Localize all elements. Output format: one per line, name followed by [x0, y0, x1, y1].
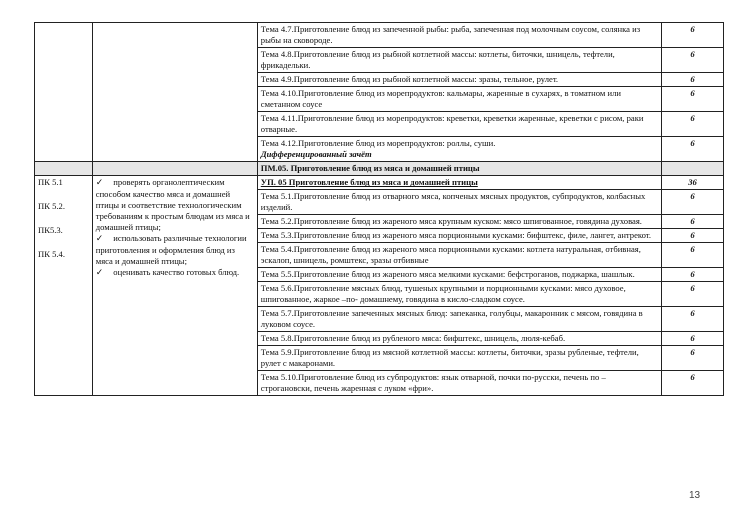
- section-row: [35, 162, 724, 176]
- topic-cell: Тема 5.3.Приготовление блюд из жареного мяса порционными кусками: бифштекс, филе, лангет, антрекот.: [257, 229, 661, 243]
- pk-cell-empty: [35, 23, 93, 162]
- checkmark-icon: ✓: [95, 234, 104, 244]
- checkmark-icon: ✓: [95, 178, 104, 188]
- topic-cell: Тема 5.1.Приготовление блюд из отварного мяса, копченых мясных продуктов, субпродуктов, колбасных изделий.: [257, 190, 661, 215]
- skill-text: использовать различные технологии приготовления и оформления блюд из мяса и домашней птицы;: [95, 233, 247, 266]
- page-number: 13: [689, 490, 701, 501]
- topic-cell: Тема 4.7.Приготовление блюд из запеченной рыбы: рыба, запеченная под молочным соусом, солянка из рыбы на сковороде.: [257, 23, 661, 48]
- section-spacer: [92, 162, 257, 176]
- hours-cell: 6: [662, 48, 724, 73]
- topic-cell: Тема 5.4.Приготовление блюд из жареного мяса порционными кусками: котлета натуральная, отбивная, эскалоп, шницель, ромштекс, зразы отбивные: [257, 243, 661, 268]
- hours-cell: 6: [662, 112, 724, 137]
- skill-text: проверять органолептическим способом качество мяса и домашней птицы и соответствие технологическим требованиям к простым блюдам из мяса и домашней птицы;: [95, 177, 250, 232]
- skill-item: [96, 267, 254, 279]
- hours-cell: 6: [662, 307, 724, 332]
- pk-code: ПК5.3.: [38, 225, 63, 235]
- hours-cell: 6: [662, 282, 724, 307]
- checkmark-icon: ✓: [95, 268, 104, 278]
- section-spacer: [662, 162, 724, 176]
- differentiated-test-label: Дифференцированный зачёт: [260, 149, 372, 159]
- pk-code: ПК 5.4.: [38, 249, 65, 259]
- topic-cell: [257, 137, 661, 162]
- topic-text: Тема 4.12.Приготовление блюд из морепродуктов: роллы, суши.: [260, 138, 496, 148]
- skill-item: [96, 177, 254, 233]
- topic-cell: Тема 4.9.Приготовление блюд из рыбной котлетной массы: зразы, тельное, рулет.: [257, 73, 661, 87]
- practice-title: УП. 05 Приготовление блюд из мяса и домашней птицы: [257, 176, 661, 190]
- pk-code: ПК 5.1: [38, 177, 63, 187]
- hours-cell: 6: [662, 215, 724, 229]
- table-row: [35, 176, 724, 190]
- pk-codes-cell: [35, 176, 93, 396]
- topic-cell: Тема 5.7.Приготовление запеченных мясных блюд: запеканка, голубцы, макаронник с мясом, говядина в луковом соусе.: [257, 307, 661, 332]
- topic-cell: Тема 5.9.Приготовление блюд из мясной котлетной массы: котлеты, биточки, зразы рубленые, тефтели, рулет с макаронами.: [257, 346, 661, 371]
- section-spacer: [35, 162, 93, 176]
- hours-cell: 6: [662, 137, 724, 162]
- topic-cell: Тема 4.10.Приготовление блюд из морепродуктов: кальмары, жаренные в сухарях, в томатном или сметанном соусе: [257, 87, 661, 112]
- hours-cell: 6: [662, 243, 724, 268]
- hours-cell: 6: [662, 229, 724, 243]
- hours-cell: 6: [662, 371, 724, 396]
- skill-item: [96, 233, 254, 267]
- hours-cell: 6: [662, 190, 724, 215]
- topic-cell: Тема 4.11.Приготовление блюд из морепродуктов: креветки, креветки жаренные, креветки с рисом, раки отварные.: [257, 112, 661, 137]
- hours-cell: 6: [662, 346, 724, 371]
- skills-cell: [92, 176, 257, 396]
- hours-cell: 6: [662, 268, 724, 282]
- hours-cell: 6: [662, 73, 724, 87]
- hours-cell: 6: [662, 332, 724, 346]
- pk-code: ПК 5.2.: [38, 201, 65, 211]
- practice-hours: 36: [662, 176, 724, 190]
- table-row: [35, 23, 724, 48]
- topic-cell: Тема 5.6.Приготовление мясных блюд, тушеных крупными и порционными кусками: мясо духовое, шпигованное, жаркое –по- домашнему, говядина в кисло-сладком соусе.: [257, 282, 661, 307]
- topic-cell: Тема 4.8.Приготовление блюд из рыбной котлетной массы: котлеты, биточки, шницель, тефтели, фрикадельки.: [257, 48, 661, 73]
- skills-cell-empty: [92, 23, 257, 162]
- curriculum-table: [34, 22, 724, 396]
- section-title: ПМ.05. Приготовление блюд из мяса и домашней птицы: [257, 162, 661, 176]
- hours-cell: 6: [662, 87, 724, 112]
- hours-cell: 6: [662, 23, 724, 48]
- topic-cell: Тема 5.8.Приготовление блюд из рубленого мяса: бифштекс, шницель, люля-кебаб.: [257, 332, 661, 346]
- skill-text: оценивать качество готовых блюд.: [113, 267, 240, 277]
- topic-cell: Тема 5.10.Приготовление блюд из субпродуктов: язык отварной, почки по-русски, печень по – строгановски, печень жаренная с луком «фри».: [257, 371, 661, 396]
- topic-cell: Тема 5.2.Приготовление блюд из жареного мяса крупным куском: мясо шпигованное, говядина духовая.: [257, 215, 661, 229]
- topic-cell: Тема 5.5.Приготовление блюд из жареного мяса мелкими кусками: бефстроганов, поджарка, шашлык.: [257, 268, 661, 282]
